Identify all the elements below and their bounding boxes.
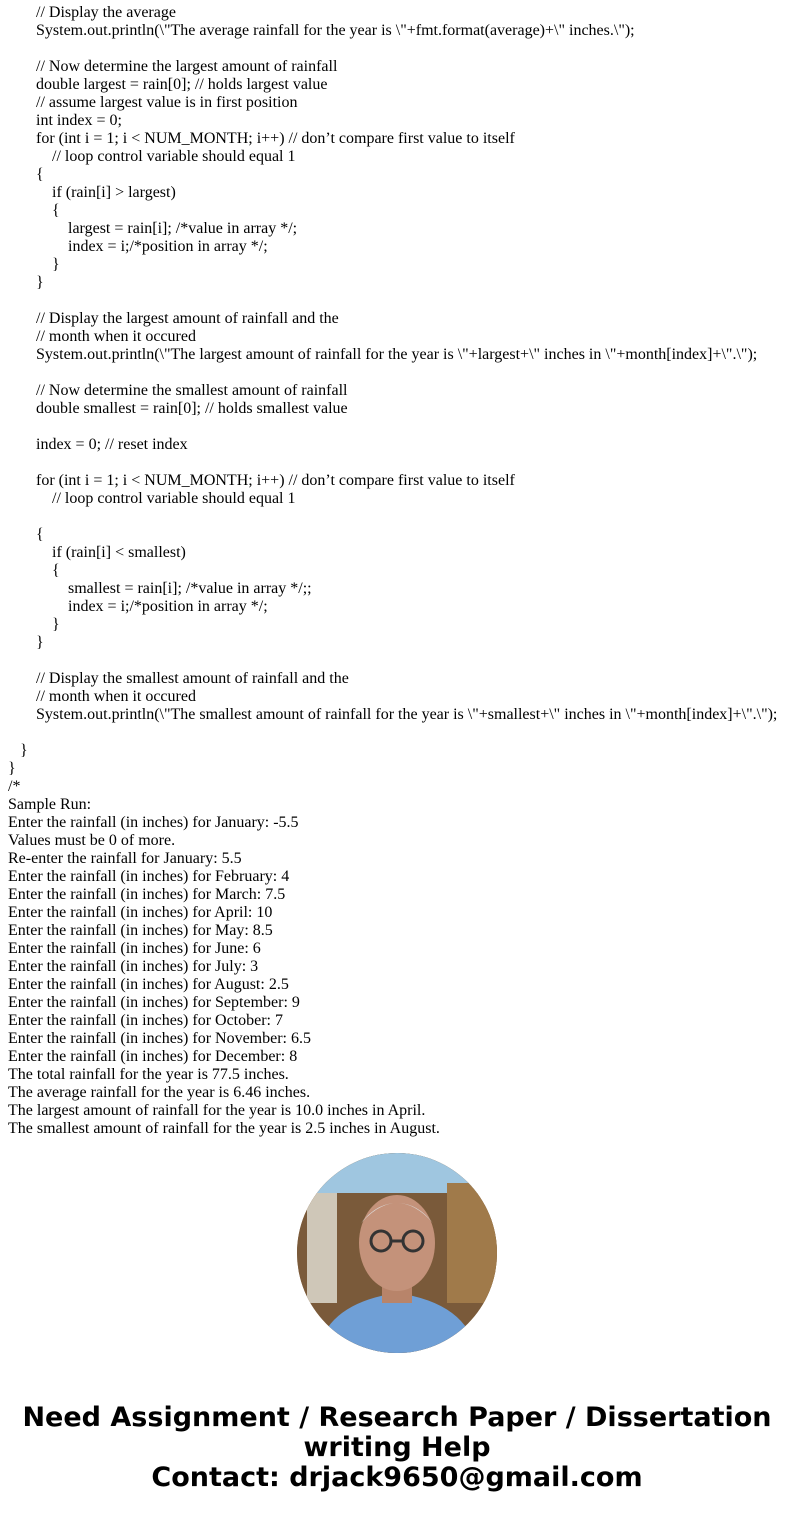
output-line: Sample Run: — [8, 796, 92, 813]
code-line: } — [52, 256, 60, 273]
contact-line: Contact: drjack9650@gmail.com — [151, 1462, 643, 1493]
output-line: The largest amount of rainfall for the year is 10.0 inches in April. — [8, 1102, 426, 1119]
output-line: Re-enter the rainfall for January: 5.5 — [8, 850, 242, 867]
code-line: } — [36, 274, 44, 291]
code-line: // month when it occured — [36, 688, 196, 705]
output-line: Enter the rainfall (in inches) for June: 6 — [8, 940, 261, 957]
code-line: index = 0; // reset index — [36, 436, 188, 453]
code-line: double smallest = rain[0]; // holds smallest value — [36, 400, 348, 417]
code-line: largest = rain[i]; /*value in array */; — [68, 220, 298, 237]
code-line: smallest = rain[i]; /*value in array */;; — [68, 580, 312, 597]
code-line: for (int i = 1; i < NUM_MONTH; i++) // don’t compare first value to itself — [36, 130, 515, 147]
code-line: if (rain[i] < smallest) — [52, 544, 186, 561]
output-line: Enter the rainfall (in inches) for January: -5.5 — [8, 814, 299, 831]
output-line: Enter the rainfall (in inches) for July: 3 — [8, 958, 259, 975]
promo-banner — [0, 1403, 794, 1493]
output-line: The average rainfall for the year is 6.46 inches. — [8, 1084, 311, 1101]
code-line: index = i;/*position in array */; — [68, 238, 268, 255]
code-line: // Display the average — [36, 4, 176, 21]
output-line: Values must be 0 of more. — [8, 832, 176, 849]
code-line: } — [52, 616, 60, 633]
code-line: if (rain[i] > largest) — [52, 184, 176, 201]
output-line: The smallest amount of rainfall for the year is 2.5 inches in August. — [8, 1120, 440, 1137]
code-line: { — [52, 562, 60, 579]
code-line: { — [36, 526, 44, 543]
code-line: { — [36, 166, 44, 183]
promo-line: Need Assignment / Research Paper / Dissertation — [22, 1402, 772, 1433]
portrait-image — [297, 1153, 497, 1353]
author-avatar — [297, 1153, 497, 1353]
promo-line: writing Help — [303, 1432, 491, 1463]
code-line: } — [36, 634, 44, 651]
code-line: System.out.println(\"The smallest amount of rainfall for the year is \"+smallest+\" inches in \"+month[index]+\".\"); — [36, 706, 778, 723]
code-line: // Display the largest amount of rainfall and the — [36, 310, 339, 327]
code-line: } — [20, 742, 28, 759]
code-line: // assume largest value is in first position — [36, 94, 298, 111]
output-line: Enter the rainfall (in inches) for November: 6.5 — [8, 1030, 311, 1047]
code-document — [0, 4, 794, 1138]
output-line: The total rainfall for the year is 77.5 inches. — [8, 1066, 289, 1083]
code-line: { — [52, 202, 60, 219]
output-line: Enter the rainfall (in inches) for December: 8 — [8, 1048, 298, 1065]
output-line: Enter the rainfall (in inches) for May: 8.5 — [8, 922, 273, 939]
code-line: // Now determine the largest amount of rainfall — [36, 58, 338, 75]
output-line: Enter the rainfall (in inches) for September: 9 — [8, 994, 300, 1011]
code-line: double largest = rain[0]; // holds largest value — [36, 76, 328, 93]
code-line: for (int i = 1; i < NUM_MONTH; i++) // don’t compare first value to itself — [36, 472, 515, 489]
code-line: System.out.println(\"The largest amount of rainfall for the year is \"+largest+\" inches in \"+month[index]+\".\"); — [36, 346, 758, 363]
code-line: // loop control variable should equal 1 — [52, 148, 296, 165]
code-line: System.out.println(\"The average rainfall for the year is \"+fmt.format(average)+\" inches.\"); — [36, 22, 635, 39]
output-line: Enter the rainfall (in inches) for March: 7.5 — [8, 886, 286, 903]
code-line: int index = 0; — [36, 112, 122, 129]
code-line: // month when it occured — [36, 328, 196, 345]
code-line: // Now determine the smallest amount of rainfall — [36, 382, 348, 399]
output-line: Enter the rainfall (in inches) for April: 10 — [8, 904, 273, 921]
code-line: } — [8, 760, 16, 777]
output-line: Enter the rainfall (in inches) for February: 4 — [8, 868, 290, 885]
code-line: /* — [8, 778, 21, 795]
code-line: index = i;/*position in array */; — [68, 598, 268, 615]
sample-run-output — [0, 796, 794, 1138]
output-line: Enter the rainfall (in inches) for October: 7 — [8, 1012, 283, 1029]
code-line: // Display the smallest amount of rainfall and the — [36, 670, 349, 687]
code-line: // loop control variable should equal 1 — [52, 490, 296, 507]
output-line: Enter the rainfall (in inches) for August: 2.5 — [8, 976, 289, 993]
